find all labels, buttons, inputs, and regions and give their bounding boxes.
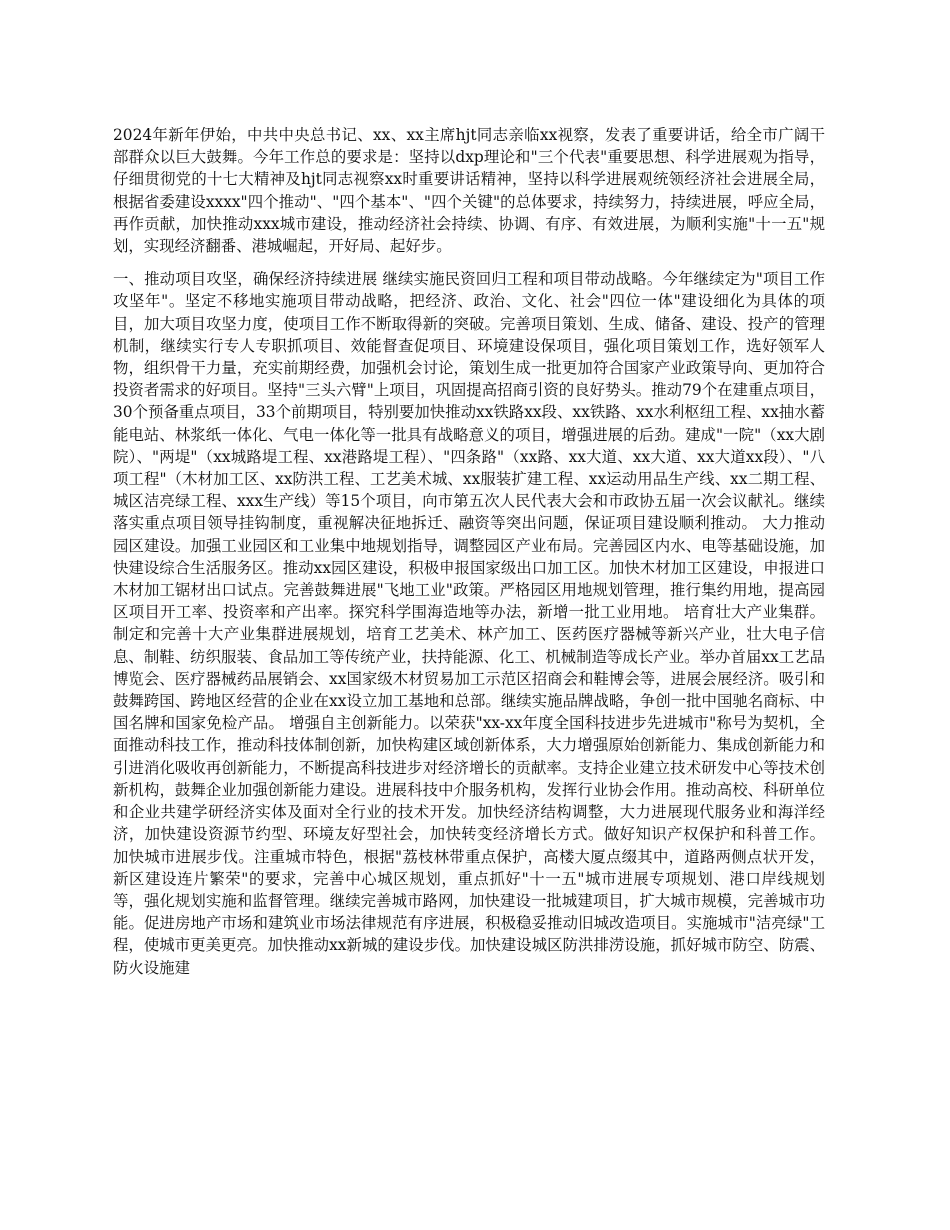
section-one-paragraph: 一、推动项目攻坚，确保经济持续进展 继续实施民资回归工程和项目带动战略。今年继续定为"项目工作攻坚年"。坚定不移地实施项目带动战略，把经济、政治、文化、社会"四位一体"建设细化为具体的项目，加大项目攻坚力度，使项目工作不断取得新的突破。完善项目策划、生成、储备、建设、投产的管理机制，继续实行专人专职抓项目、效能督查促项目、环境建设保项目，强化项目策划工作，选好领军人物，组织骨干力量，充实前期经费，加强机会讨论，策划生成一批更加符合国家产业政策导向、更加符合投资者需求的好项目。坚持"三头六臂"上项目，巩固提高招商引资的良好势头。推动79个在建重点项目，30个预备重点项目，33个前期项目，特别要加快推动xx铁路xx段、xx铁路、xx水利枢纽工程、xx抽水蓄能电站、林浆纸一体化、气电一体化等一批具有战略意义的项目，增强进展的后劲。建成"一院"（xx大剧院）、"两堤"（xx城路堤工程、xx港路堤工程）、"四条路"（xx路、xx大道、xx大道、xx大道xx段）、"八项工程"（木材加工区、xx防洪工程、工艺美术城、xx服装扩建工程、xx运动用品生产线、xx二期工程、城区洁亮绿工程、xxx生产线）等15个项目，向市第五次人民代表大会和市政协五届一次会议献礼。继续落实重点项目领导挂钩制度，重视解决征地拆迁、融资等突出问题，保证项目建设顺利推动。 大力推动园区建设。加强工业园区和工业集中地规划指导，调整园区产业布局。完善园区内水、电等基础设施，加快建设综合生活服务区。推动xx园区建设，积极申报国家级出口加工区。加快木材加工区建设，申报进口木材加工锯材出口试点。完善鼓舞进展"飞地工业"政策。严格园区用地规划管理，推行集约用地，提高园区项目开工率、投资率和产出率。探究科学围海造地等办法，新增一批工业用地。 培育壮大产业集群。制定和完善十大产业集群进展规划，培育工艺美术、林产加工、医药医疗器械等新兴产业，壮大电子信息、制鞋、纺织服装、食品加工等传统产业，扶持能源、化工、机械制造等成长产业。举办首届xx工艺品博览会、医疗器械药品展销会、xx国家级木材贸易加工示范区招商会和鞋博会等，进展会展经济。吸引和鼓舞跨国、跨地区经营的企业在xx设立加工基地和总部。继续实施品牌战略，争创一批中国驰名商标、中国名牌和国家免检产品。 增强自主创新能力。以荣获"xx-xx年度全国科技进步先进城市"称号为契机，全面推动科技工作，推动科技体制创新，加快构建区域创新体系，大力增强原始创新能力、集成创新能力和引进消化吸收再创新能力，不断提高科技进步对经济增长的贡献率。支持企业建立技术研发中心等技术创新机构，鼓舞企业加强创新能力建设。进展科技中介服务机构，发挥行业协会作用。推动高校、科研单位和企业共建学研经济实体及面对全行业的技术开发。加快经济结构调整，大力进展现代服务业和海洋经济，加快建设资源节约型、环境友好型社会，加快转变经济增长方式。做好知识产权保护和科普工作。 加快城市进展步伐。注重城市特色，根据"荔枝林带重点保护，高楼大厦点缀其中，道路两侧点状开发，新区建设连片繁荣"的要求，完善中心城区规划，重点抓好"十一五"城市进展专项规划、港口岸线规划等，强化规划实施和监督管理。继续完善城市路网，加快建设一批城建项目，扩大城市规模，完善城市功能。促进房地产市场和建筑业市场法律规范有序进展，积极稳妥推动旧城改造项目。实施城市"洁亮绿"工程，使城市更美更亮。加快推动xx新城的建设步伐。加快建设城区防洪排涝设施，抓好城市防空、防震、防火设施建 [113,270,825,977]
intro-paragraph: 2024年新年伊始，中共中央总书记、xx、xx主席hjt同志亲临xx视察，发表了重要讲话，给全市广阔干部群众以巨大鼓舞。今年工作总的要求是：坚持以dxp理论和"三个代表"重要思想、科学进展观为指导，仔细贯彻党的十七大精神及hjt同志视察xx时重要讲话精神，坚持以科学进展观统领经济社会进展全局，根据省委建设xxxx"四个推动"、"四个基本"、"四个关键"的总体要求，持续努力，持续进展，呼应全局，再作贡献，加快推动xxx城市建设，推动经济社会持续、协调、有序、有效进展，为顺利实施"十一五"规划，实现经济翻番、港城崛起，开好局、起好步。 [113,126,825,256]
document-body [113,124,825,990]
